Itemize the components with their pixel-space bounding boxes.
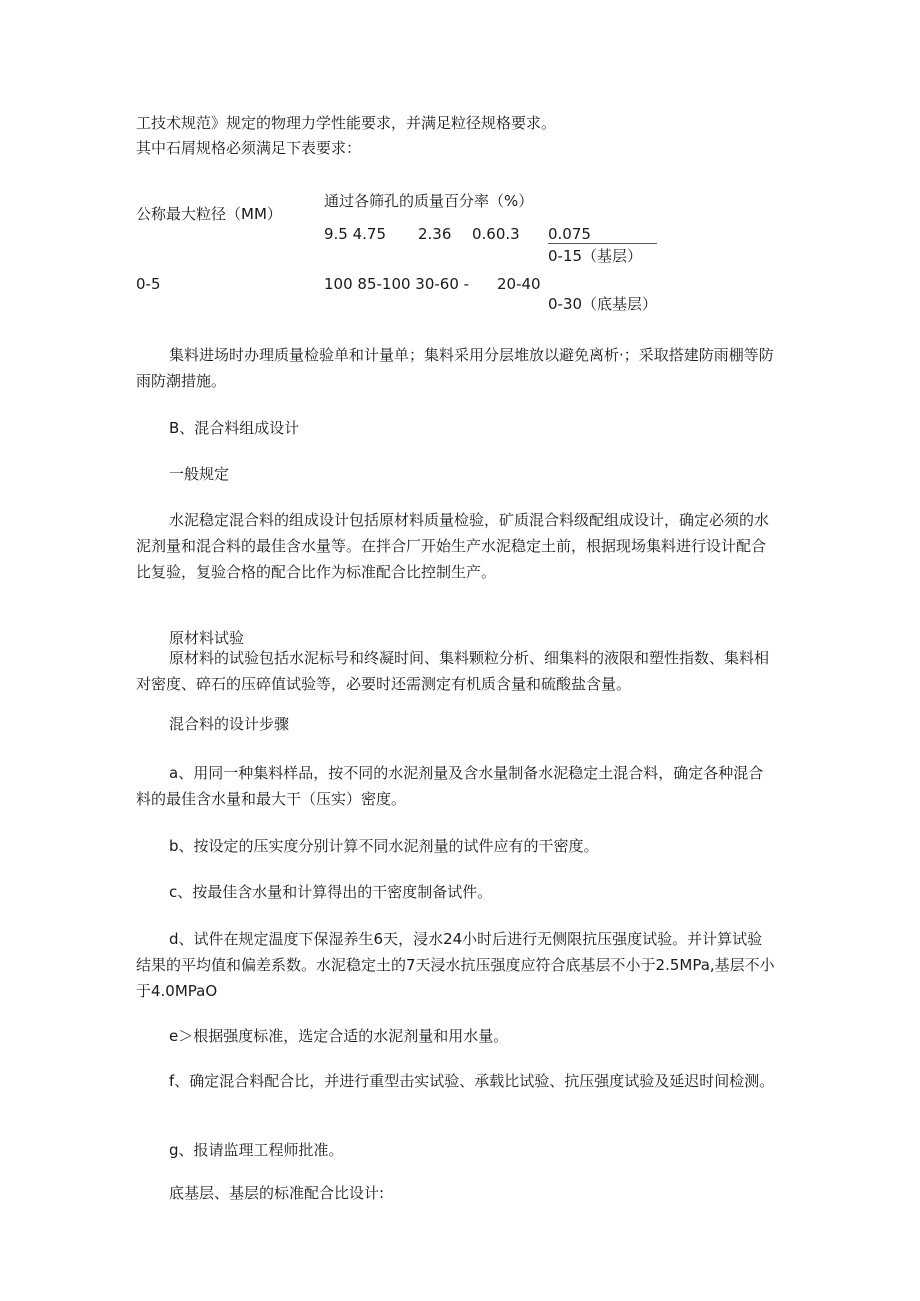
heading-mix-design: B、混合料组成设计 [169,419,300,437]
table-row-label: 0-5 [136,275,161,293]
intro-line-1: 工技术规范》规定的物理力学性能要求，并满足粒径规格要求。 [136,114,557,132]
table-row-values: 100 85-100 30-60 - [324,275,470,293]
heading-general-rules: 一般规定 [169,465,230,483]
step-f: f、确定混合料配合比，并进行重型击实试验、承载比试验、抗压强度试验及延迟时间检测。 [169,1072,775,1090]
step-e: e＞根据强度标准，选定合适的水泥剂量和用水量。 [169,1027,509,1045]
step-d: d、试件在规定温度下保湿养生6天，浸水24小时后进行无侧限抗压强度试验。并计算试验结果的平均值和偏差系数。水泥稳定土的7天浸水抗压强度应符合底基层不小于2.5MPa,基层不小于4.0MPaO [136,930,775,1000]
intro-line-2: 其中石屑规格必须满足下表要求： [136,139,362,157]
step-g: g、报请监理工程师批准。 [169,1141,344,1159]
range-subbase-layer: 0-30（底基层） [548,295,658,313]
paragraph-aggregate-storage: 集料进场时办理质量检验单和计量单；集料采用分层堆放以避免离析·；采取搭建防雨棚等防雨防潮措施。 [136,346,774,390]
step-c: c、按最佳含水量和计算得出的干密度制备试件。 [169,883,493,901]
sieve-size-0.6-0.3: 0.60.3 [472,225,520,243]
sieve-size-9.5-4.75: 9.5 4.75 [324,225,387,243]
table-underline [548,243,657,244]
step-b: b、按设定的压实度分别计算不同水泥剂量的试件应有的干密度。 [169,837,599,855]
sieve-size-2.36: 2.36 [418,225,452,243]
paragraph-raw-material-test: 原材料的试验包括水泥标号和终凝时间、集料颗粒分析、细集料的液限和塑性指数、集料相对密度、碎石的压碎值试验等，必要时还需测定有机质含量和硫酸盐含量。 [136,649,770,693]
table-header-max-size: 公称最大粒径（MM） [136,205,282,223]
table-header-passing-percent: 通过各筛孔的质量百分率（%） [324,192,534,210]
final-heading: 底基层、基层的标准配合比设计: [169,1184,385,1202]
step-a: a、用同一种集料样品，按不同的水泥剂量及含水量制备水泥稳定土混合料，确定各种混合料的最佳含水量和最大干（压实）密度。 [136,764,764,808]
paragraph-general-rules: 水泥稳定混合料的组成设计包括原材料质量检验，矿质混合料级配组成设计，确定必须的水泥剂量和混合料的最佳含水量等。在拌合厂开始生产水泥稳定土前，根据现场集料进行设计配合比复验，复验合格的配合比作为标准配合比控制生产。 [136,511,770,581]
heading-design-steps: 混合料的设计步骤 [169,715,290,733]
table-row-value-20-40: 20-40 [497,275,541,293]
sieve-size-0.075: 0.075 [548,225,591,243]
range-base-layer: 0-15（基层） [548,247,643,265]
heading-raw-material-test: 原材料试验 [169,629,245,647]
